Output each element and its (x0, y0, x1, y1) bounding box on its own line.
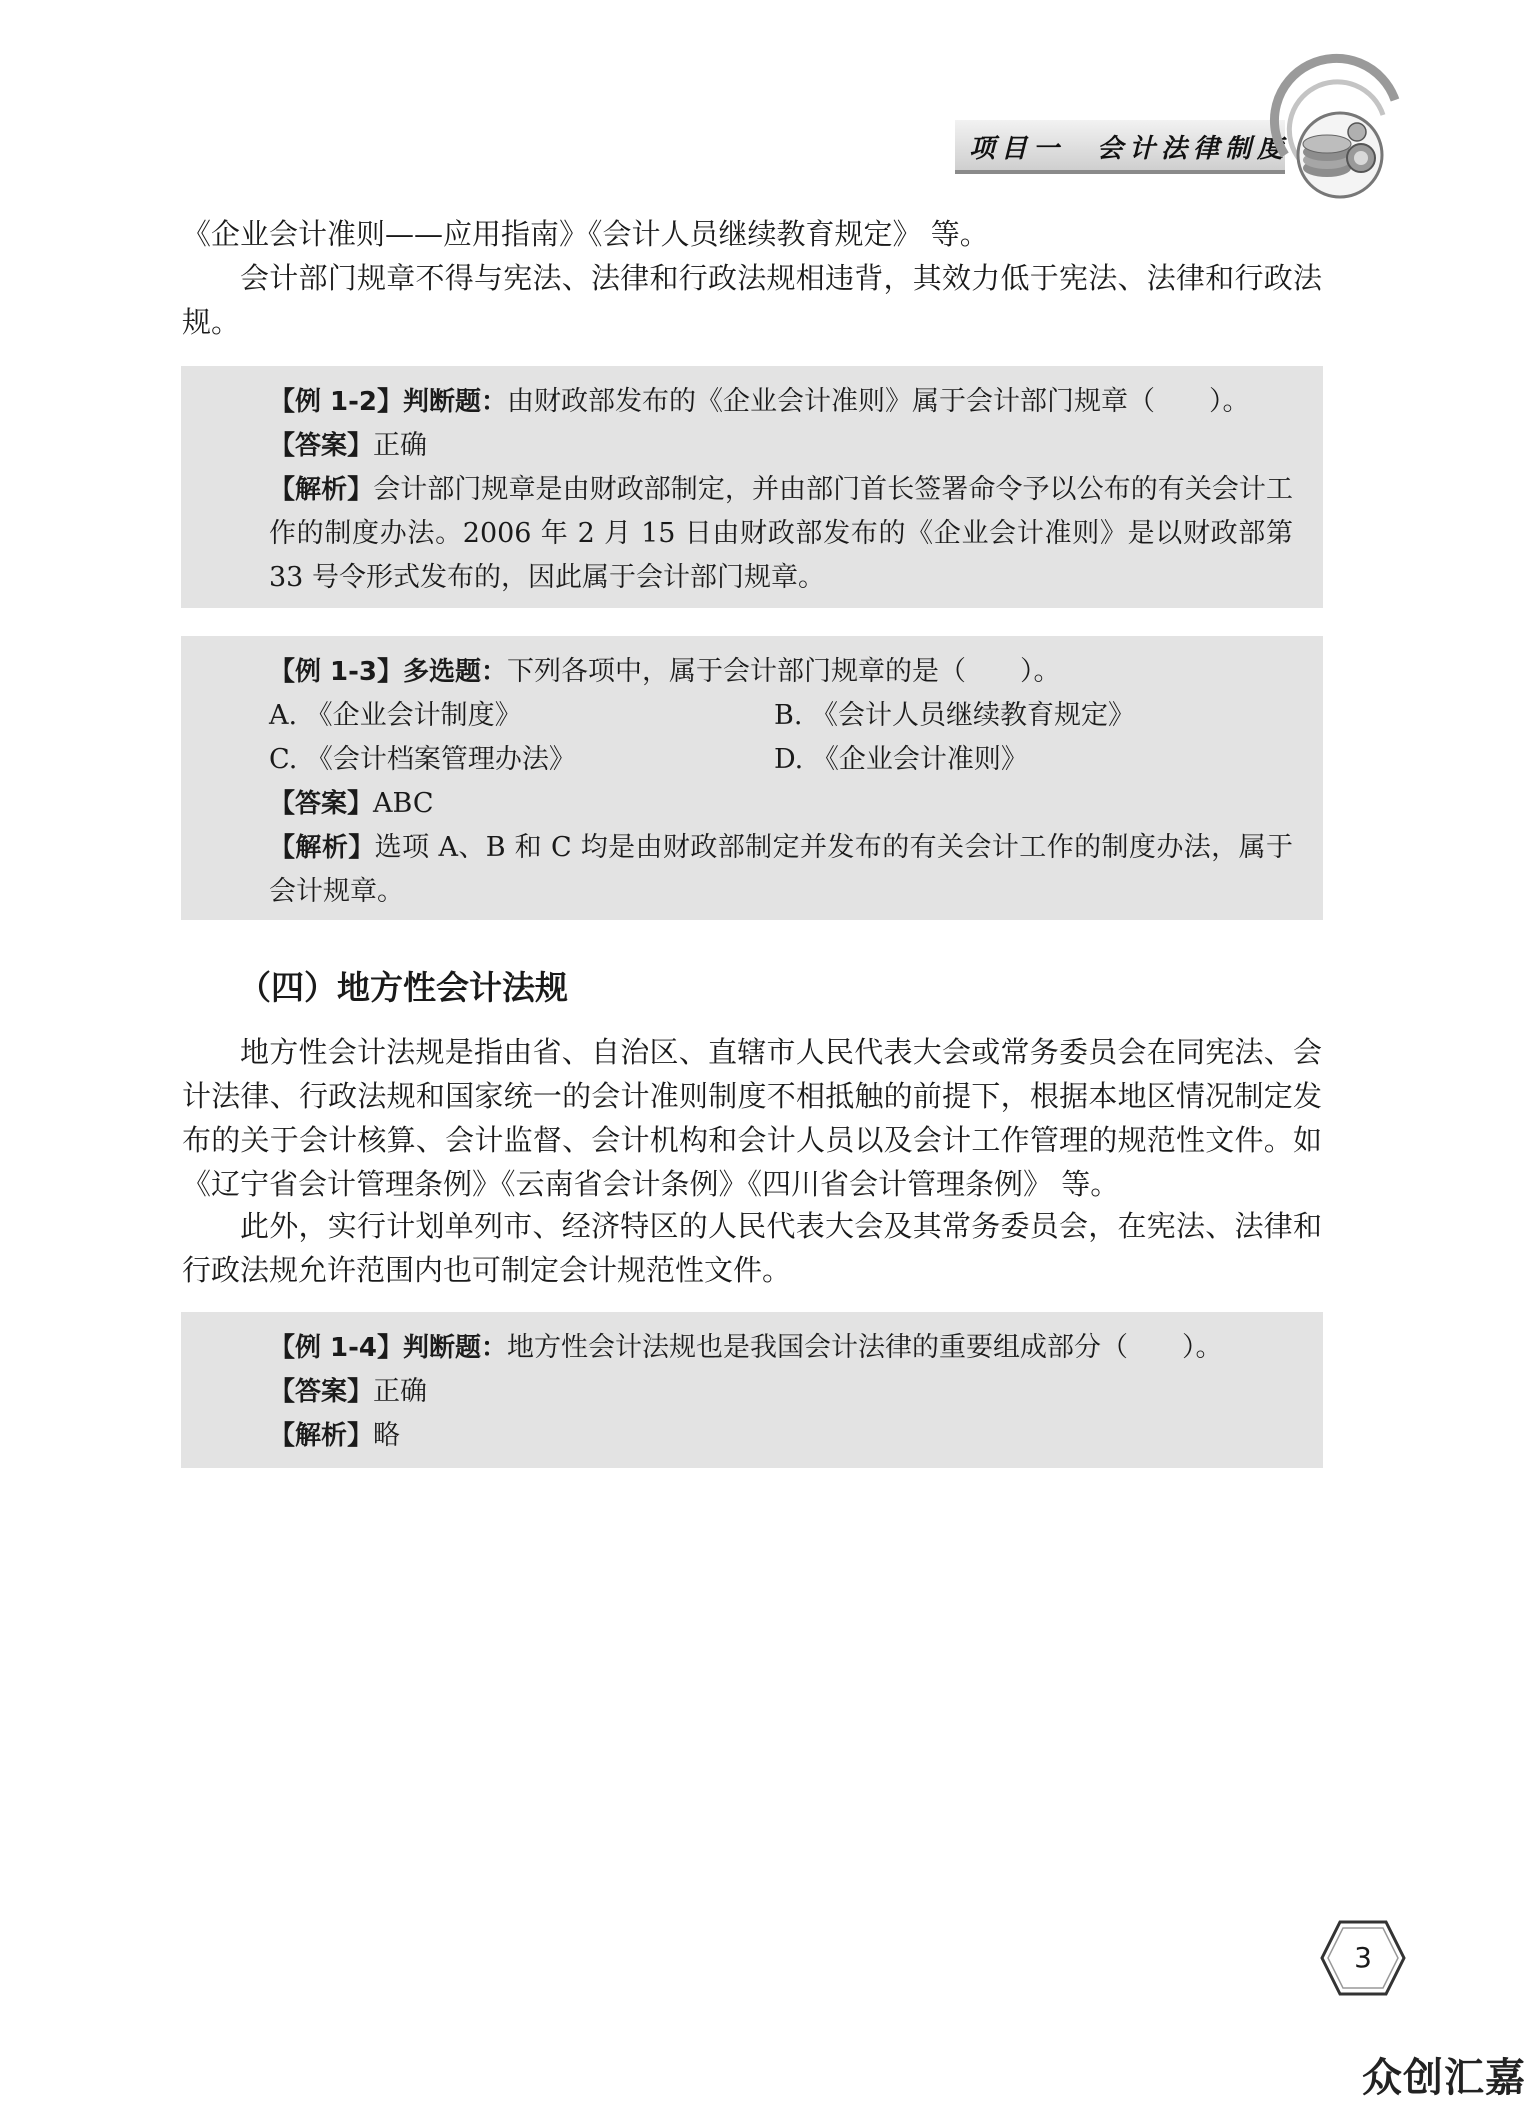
example-label: 【例 1-4】判断题： (269, 1333, 508, 1363)
page-number-text: 3 (1354, 1941, 1372, 1974)
options-row (211, 694, 1293, 738)
analysis-text: 选项 A、B 和 C 均是由财政部制定并发布的有关会计工作的制度办法，属于会计规章。 (269, 832, 1293, 907)
running-header (955, 120, 1290, 174)
analysis-label: 【解析】 (269, 833, 375, 863)
example-box-1-2 (181, 366, 1323, 608)
paragraph-local-regulations: 地方性会计法规是指由省、自治区、直辖市人民代表大会或常务委员会在同宪法、会计法律、行政法规和国家统一的会计准则制度不相抵触的前提下，根据本地区情况制定发布的关于会计核算、会计监督、会计机构和会计人员以及会计工作管理的规范性文件。如《辽宁省会计管理条例》《云南省会计条例》《四川省会计管理条例》 等。 (182, 1035, 1322, 1201)
header-title: 项目一 会计法律制度 (969, 134, 1290, 164)
example-box-1-3 (181, 636, 1323, 920)
coin-stack-icon (1265, 60, 1415, 210)
options-row (211, 738, 1293, 782)
option-d: D. 《企业会计准则》 (774, 744, 1028, 775)
answer-label: 【答案】 (269, 1377, 374, 1407)
analysis-text: 会计部门规章是由财政部制定，并由部门首长签署命令予以公布的有关会计工作的制度办法。2006 年 2 月 15 日由财政部发布的《企业会计准则》是以财政部第 33 号令形式发布的，因此属于会计部门规章。 (269, 474, 1293, 593)
example-box-1-4 (181, 1312, 1323, 1468)
answer-label: 【答案】 (269, 431, 374, 461)
example-question: 由财政部发布的《企业会计准则》属于会计部门规章（ ）。 (507, 386, 1250, 417)
option-b: B. 《会计人员继续教育规定》 (774, 700, 1136, 731)
example-question: 地方性会计法规也是我国会计法律的重要组成部分（ ）。 (507, 1332, 1223, 1363)
section-title: （四）地方性会计法规 (238, 968, 568, 1007)
watermark: 众创汇嘉 (1362, 2055, 1526, 2101)
option-a: A. 《企业会计制度》 (269, 700, 522, 731)
analysis-text: 略 (373, 1420, 401, 1451)
analysis-label: 【解析】 (269, 475, 374, 505)
answer-text: 正确 (373, 1376, 428, 1407)
option-c: C. 《会计档案管理办法》 (269, 744, 576, 775)
example-label: 【例 1-2】判断题： (269, 387, 508, 417)
paragraph-continued: 《企业会计准则——应用指南》《会计人员继续教育规定》 等。 (182, 217, 989, 251)
analysis-label: 【解析】 (269, 1421, 374, 1451)
page-number (1318, 1918, 1408, 1998)
example-label: 【例 1-3】多选题： (269, 657, 508, 687)
paragraph-additional: 此外，实行计划单列市、经济特区的人民代表大会及其常务委员会，在宪法、法律和行政法规允许范围内也可制定会计规范性文件。 (182, 1209, 1322, 1287)
example-question: 下列各项中，属于会计部门规章的是（ ）。 (507, 656, 1061, 687)
answer-label: 【答案】 (269, 789, 374, 819)
paragraph-department-rules: 会计部门规章不得与宪法、法律和行政法规相违背，其效力低于宪法、法律和行政法规。 (182, 261, 1322, 339)
answer-text: ABC (373, 788, 434, 819)
answer-text: 正确 (373, 430, 428, 461)
